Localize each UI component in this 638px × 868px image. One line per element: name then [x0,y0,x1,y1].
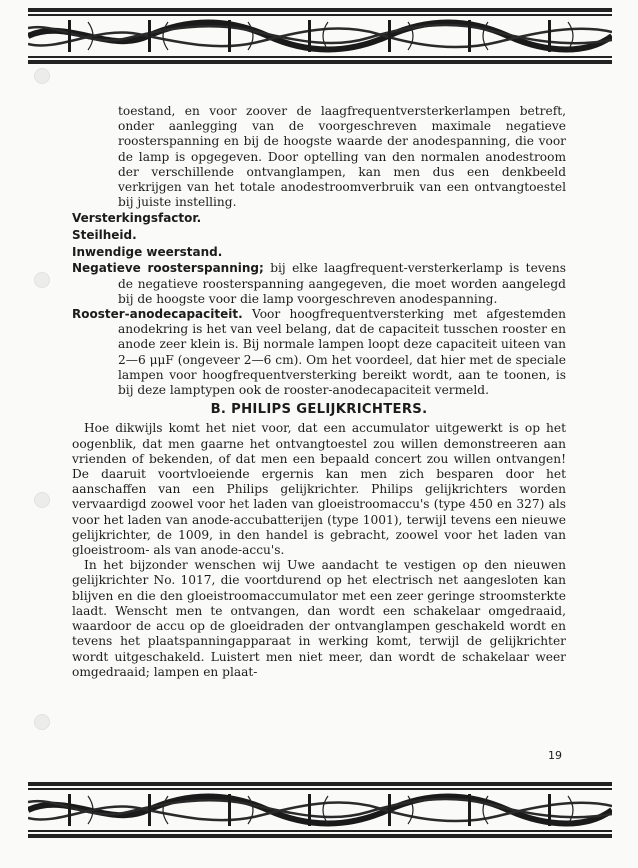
term-versterkingsfactor: Versterkingsfactor. [72,211,202,226]
ornament-icon [28,8,612,64]
continuation-paragraph: toestand, en voor zoover de laagfrequentversterkerlampen betreft, onder aanlegging van de voorgeschreven maximale negatieve roosterspanning en bij de hoogste waarde der anodespanning, die voor de lamp is opgegeven. Door optelling van den normalen anodestroom der verschillende ontvanglampen, kan men dus een denkbeeld verkrijgen van het totale anodestroomverbruik van een ontvangtoestel bij juiste instelling. [118,104,566,210]
entry-label: Rooster-anodecapaciteit. [72,307,243,322]
entry-label: Negatieve roosterspanning; [72,261,264,276]
ornament-icon [28,782,612,838]
entry-negatieve-roosterspanning [72,261,566,307]
decorative-border-bottom [28,782,612,838]
body-paragraph-1: Hoe dikwijls komt het niet voor, dat een accumulator uitgewerkt is op het oogenblik, dat men gaarne het ontvangtoestel zou willen demonstreeren aan vrienden of bekenden, of dat men een bepaald concert zou willen ontvangen! De daaruit voortvloeiende ergernis kan men zich besparen door het aanschaffen van een Philips gelijkrichter. Philips gelijkrichters worden vervaardigd zoowel voor het laden van gloeistroomaccu's (type 450 en 327) als voor het laden van anode-accubatterijen (type 1001), terwijl tevens een nieuwe gelijkrichter, de 1009, in den handel is gebracht, zoowel voor het laden van gloeistroom- als van anode-accu's. [72,421,566,558]
entry-text: Voor hoogfrequentversterking met afgestemden anodekring is het van veel belang, dat de capaciteit tusschen rooster en anode zeer klein is. Bij normale lampen loopt deze capaciteit uiteen van 2—6 μμF (ongeveer 2—6 cm). Om het voordeel, dat hier met de speciale lampen voor hoogfrequentversterking bereikt wordt, aan te toonen, is bij deze lamptypen ook de rooster-anodecapaciteit vermeld. [118,307,566,398]
page-content [72,104,566,680]
entry-text: bij elke laagfrequent-versterkerlamp is tevens de negatieve roosterspanning aangegeven, die moet worden aangelegd bij de hoogste voor die lamp voorgeschreven anodespanning. [118,261,566,306]
binder-hole [34,272,50,288]
binder-hole [34,714,50,730]
entry-rooster-anodecapaciteit [72,307,566,398]
decorative-border-top [28,8,612,64]
body-paragraph-2: In het bijzonder wenschen wij Uwe aandacht te vestigen op den nieuwen gelijkrichter No. 1017, die voortdurend op het electrisch net aangesloten kan blijven en die den gloeistroomaccumulator met een zeer geringe stroomsterkte laadt. Wenscht men te ontvangen, dan wordt een schakelaar omgedraaid, waardoor de accu op de gloeidraden der ontvanglampen geschakeld wordt en tevens het plaatspanningapparaat in werking komt, terwijl de gelijkrichter wordt uitgeschakeld. Luistert men niet meer, dan wordt de schakelaar weer omgedraaid; lampen en plaat- [72,558,566,679]
binder-hole [34,68,50,84]
section-title: B. PHILIPS GELIJKRICHTERS. [210,402,428,418]
term-inwendige-weerstand: Inwendige weerstand. [72,245,223,260]
term-steilheid: Steilheid. [72,228,137,243]
binder-hole [34,492,50,508]
page-number: 19 [548,749,562,762]
